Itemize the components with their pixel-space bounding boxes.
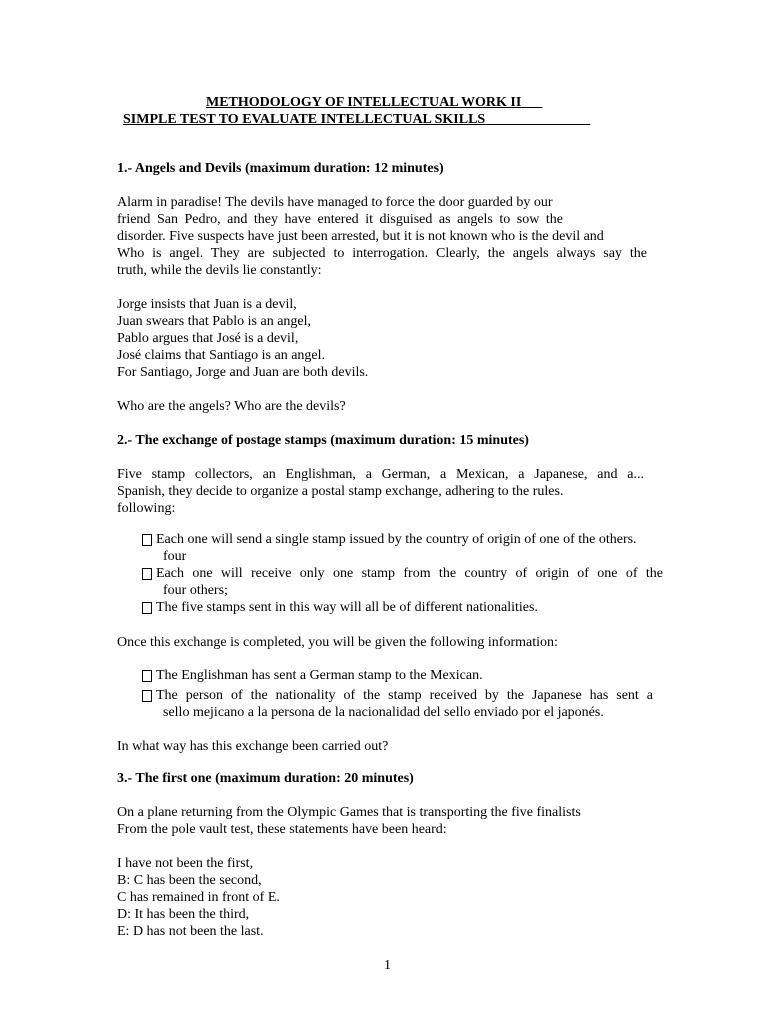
section-3-para-line: On a plane returning from the Olympic Games that is transporting the five finalists	[117, 805, 581, 820]
statement-line: B: C has been the second,	[117, 873, 262, 888]
statement-line: For Santiago, Jorge and Juan are both devils.	[117, 365, 369, 380]
section-3-heading: 3.- The first one (maximum duration: 20 minutes)	[117, 771, 414, 786]
page-number: 1	[384, 958, 391, 973]
section-2-para-line: following:	[117, 501, 176, 516]
section-1-para-line: truth, while the devils lie constantly:	[117, 263, 322, 278]
statement-line: Pablo argues that José is a devil,	[117, 331, 299, 346]
statement-line: Juan swears that Pablo is an angel,	[117, 314, 312, 329]
statement-line: D: It has been the third,	[117, 907, 250, 922]
statement-line: E: D has not been the last.	[117, 924, 264, 939]
square-bullet-icon	[142, 670, 152, 682]
rule-line: Each one will receive only one stamp from the country of origin of one of the	[156, 566, 663, 581]
rule-line: Each one will send a single stamp issued by the country of origin of one of the others.	[156, 532, 637, 547]
info-intro: Once this exchange is completed, you will be given the following information:	[117, 635, 558, 650]
info-line: The person of the nationality of the stamp received by the Japanese has sent a	[156, 688, 653, 703]
square-bullet-icon	[142, 534, 152, 546]
square-bullet-icon	[142, 602, 152, 614]
section-1-para-line: Alarm in paradise! The devils have managed to force the door guarded by our	[117, 195, 553, 210]
rule-line: four others;	[163, 583, 228, 598]
statement-line: C has remained in front of E.	[117, 890, 280, 905]
section-2-heading: 2.- The exchange of postage stamps (maximum duration: 15 minutes)	[117, 433, 529, 448]
square-bullet-icon	[142, 690, 152, 702]
section-1-question: Who are the angels? Who are the devils?	[117, 399, 346, 414]
section-1-heading: 1.- Angels and Devils (maximum duration: 12 minutes)	[117, 161, 444, 176]
statement-line: I have not been the first,	[117, 856, 254, 871]
statement-line: Jorge insists that Juan is a devil,	[117, 297, 297, 312]
section-2-para-line: Spanish, they decide to organize a postal stamp exchange, adhering to the rules.	[117, 484, 564, 499]
title-1: METHODOLOGY OF INTELLECTUAL WORK II	[206, 95, 522, 110]
section-1-para-line: friend San Pedro, and they have entered it disguised as angels to sow the	[117, 212, 563, 227]
statement-line: José claims that Santiago is an angel.	[117, 348, 326, 363]
info-line: sello mejicano a la persona de la nacionalidad del sello enviado por el japonés.	[163, 705, 604, 720]
section-2-para-line: Five stamp collectors, an Englishman, a German, a Mexican, a Japanese, and a...	[117, 467, 644, 482]
section-1-para-line: Who is angel. They are subjected to interrogation. Clearly, the angels always say the	[117, 246, 647, 261]
rule-line: four	[163, 549, 187, 564]
info-line: The Englishman has sent a German stamp to the Mexican.	[156, 668, 483, 683]
title-2: SIMPLE TEST TO EVALUATE INTELLECTUAL SKILLS	[123, 112, 486, 127]
rule-line: The five stamps sent in this way will all be of different nationalities.	[156, 600, 538, 615]
section-3-para-line: From the pole vault test, these statements have been heard:	[117, 822, 447, 837]
section-2-question: In what way has this exchange been carried out?	[117, 739, 389, 754]
square-bullet-icon	[142, 568, 152, 580]
section-1-para-line: disorder. Five suspects have just been arrested, but it is not known who is the devil and	[117, 229, 604, 244]
